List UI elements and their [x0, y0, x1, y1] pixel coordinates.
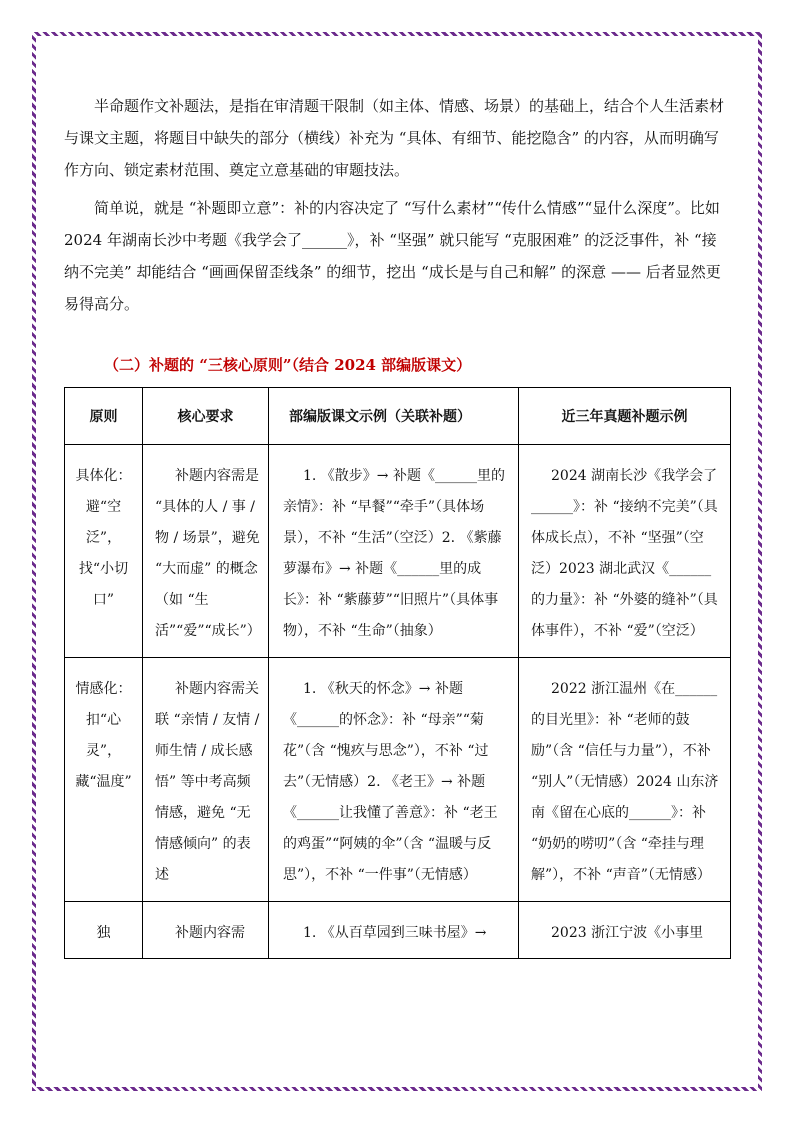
section-title: （二）补题的 “三核心原则”（结合 2024 部编版课文） [104, 356, 472, 374]
header-textbook-example: 部编版课文示例（关联补题） [269, 388, 519, 445]
cell-textbook-example: 1. 《散步》→ 补题《______里的亲情》：补 “早餐”“牵手”（具体场景），不补 “生活”（空泛）2. 《紫藤萝瀑布》→ 补题《______里的成长》：补 “紫藤萝”“旧照片”（具体事物），不补 “生命”（抽象） [269, 445, 519, 658]
cell-textbook-example: 1. 《从百草园到三味书屋》→ [269, 902, 519, 959]
table-row [65, 658, 731, 902]
cell-principle: 情感化：扣“心灵”，藏“温度” [65, 658, 143, 902]
cell-textbook-example: 1. 《秋天的怀念》→ 补题《______的怀念》：补 “母亲”“菊花”（含 “愧疚与思念”），不补 “过去”（无情感）2. 《老王》→ 补题《______让我懂了善意》：补 “老王的鸡蛋”“阿姨的伞”（含 “温暖与反思”），不补 “一件事”（无情感） [269, 658, 519, 902]
cell-requirement: 补题内容需是 “具体的人 / 事 / 物 / 场景”，避免 “大而虚” 的概念（如 “生活”“爱”“成长”） [143, 445, 269, 658]
cell-requirement: 补题内容需 [143, 902, 269, 959]
header-principle: 原则 [65, 388, 143, 445]
table-row [65, 445, 731, 658]
table-header-row [65, 388, 731, 445]
table-row [65, 902, 731, 959]
cell-exam-example: 2023 浙江宁波《小事里 [519, 902, 731, 959]
document-body [64, 90, 730, 959]
cell-principle: 具体化：避“空泛”，找“小切口” [65, 445, 143, 658]
header-exam-example: 近三年真题补题示例 [519, 388, 731, 445]
principles-table [64, 387, 731, 959]
cell-exam-example: 2022 浙江温州《在______的目光里》：补 “老师的鼓励”（含 “信任与力量”），不补 “别人”（无情感）2024 山东济南《留在心底的______》：补 “奶奶的唠叨”（含 “牵挂与理解”），不补 “声音”（无情感） [519, 658, 731, 902]
cell-exam-example: 2024 湖南长沙《我学会了______》：补 “接纳不完美”（具体成长点），不补 “坚强”（空泛）2023 湖北武汉《______的力量》：补 “外婆的缝补”（具体事件），不补 “爱”（空泛） [519, 445, 731, 658]
header-requirement: 核心要求 [143, 388, 269, 445]
cell-requirement: 补题内容需关联 “亲情 / 友情 / 师生情 / 成长感悟” 等中考高频情感，避免 “无情感倾向” 的表述 [143, 658, 269, 902]
intro-paragraph-2: 简单说，就是 “补题即立意”：补的内容决定了 “写什么素材”“传什么情感”“显什么深度”。比如 2024 年湖南长沙中考题《我学会了______》，补 “坚强” 就只能写 “克服困难” 的泛泛事件，补 “接纳不完美” 却能结合 “画画保留歪线条” 的细节，挖出 “成长是与自己和解” 的深意 —— 后者显然更易得高分。 [64, 199, 721, 313]
cell-principle: 独 [65, 902, 143, 959]
intro-paragraph-1: 半命题作文补题法，是指在审清题干限制（如主体、情感、场景）的基础上，结合个人生活素材与课文主题，将题目中缺失的部分（横线）补充为 “具体、有细节、能挖隐含” 的内容，从而明确写作方向、锁定素材范围、奠定立意基础的审题技法。 [64, 97, 725, 179]
